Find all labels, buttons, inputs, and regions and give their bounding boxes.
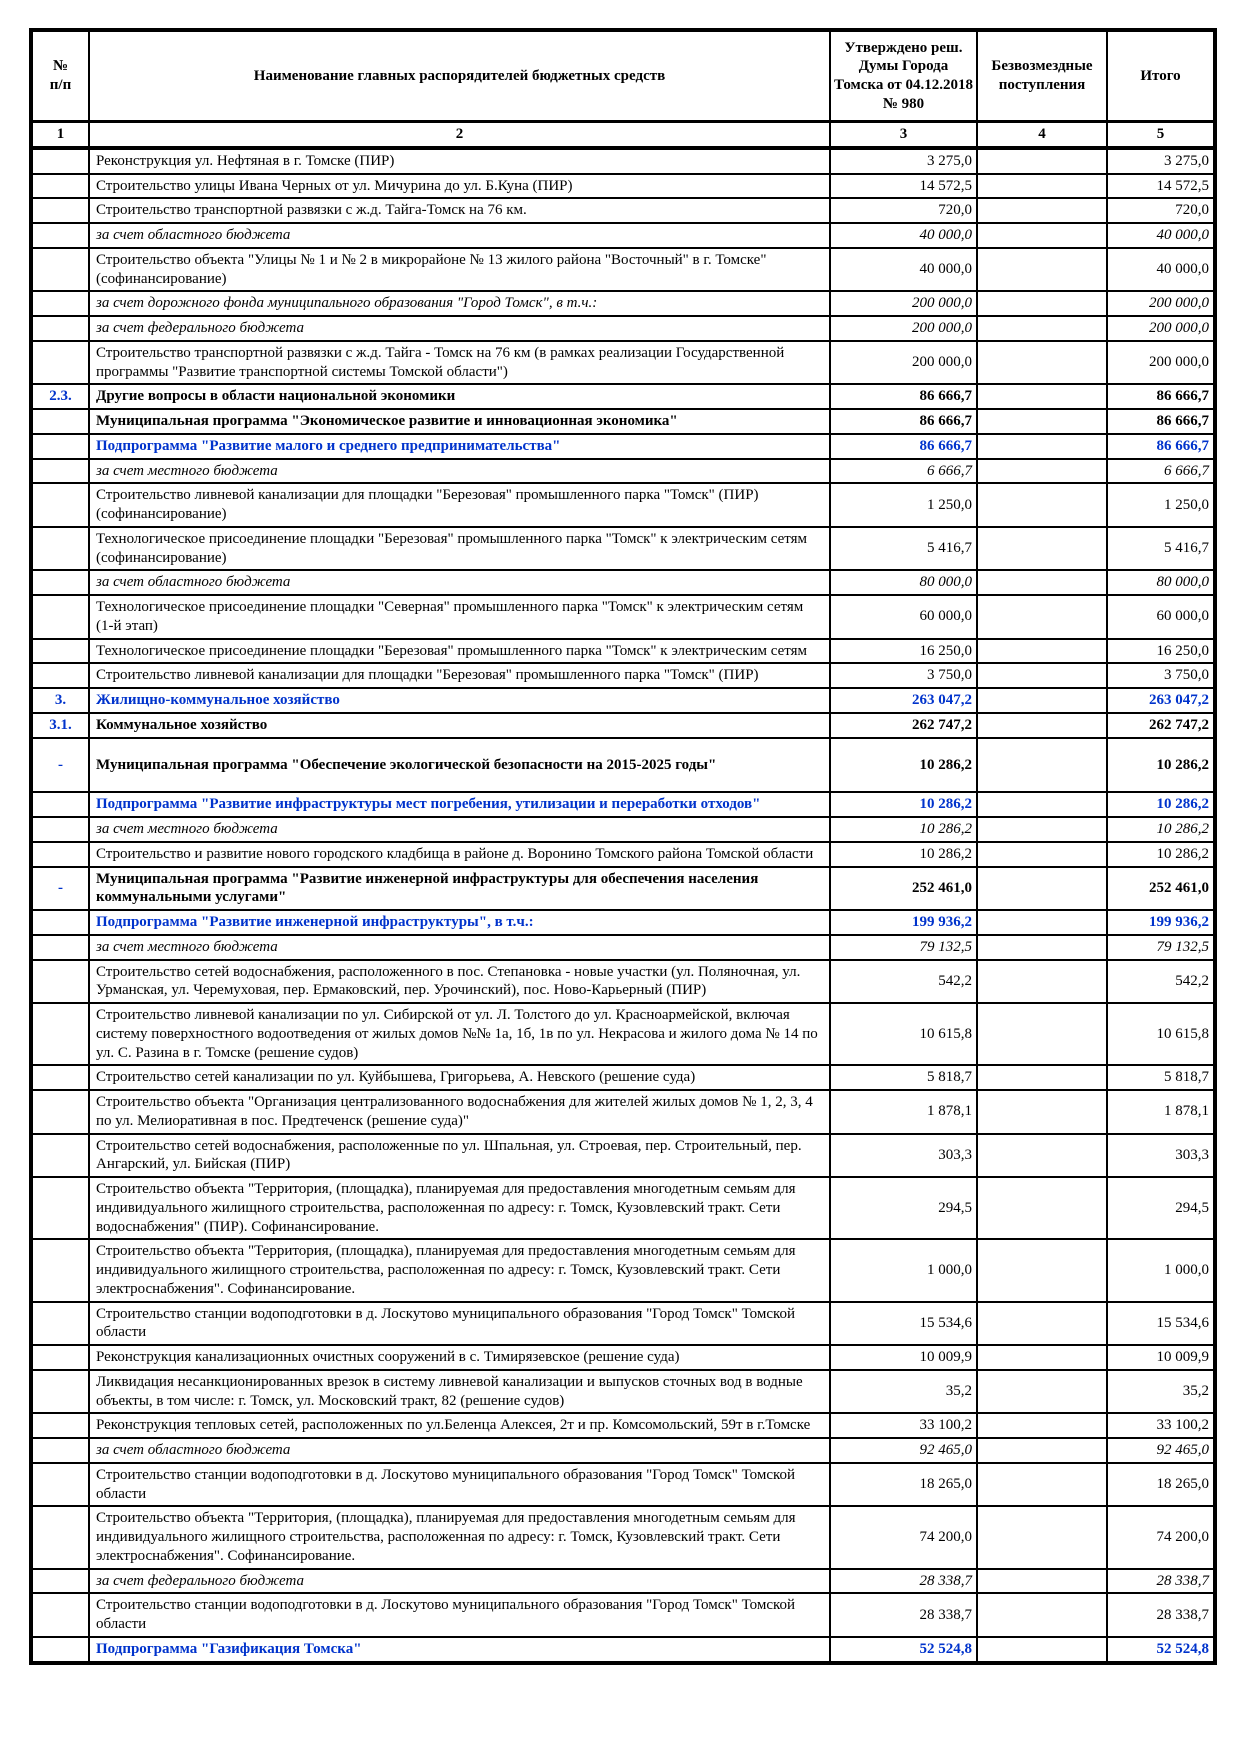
row-total: 10 009,9 — [1107, 1345, 1215, 1370]
row-gratuitous — [977, 341, 1107, 385]
row-approved: 80 000,0 — [830, 570, 977, 595]
row-name: за счет местного бюджета — [89, 817, 830, 842]
row-gratuitous — [977, 409, 1107, 434]
row-approved: 28 338,7 — [830, 1569, 977, 1594]
row-gratuitous — [977, 1239, 1107, 1301]
table-row — [31, 223, 1215, 248]
row-number — [31, 1134, 89, 1178]
row-number — [31, 483, 89, 527]
row-name: Муниципальная программа "Обеспечение экологической безопасности на 2015-2025 годы" — [89, 738, 830, 793]
row-total: 15 534,6 — [1107, 1302, 1215, 1346]
row-number — [31, 434, 89, 459]
row-number — [31, 960, 89, 1004]
row-name: Строительство объекта "Территория, (площадка), планируемая для предоставления многодетным семьям для индивидуального жилищного строительства, расположенная по адресу: г. Томск, Кузовлевский тракт. Сети водоснабжения" (ПИР). Софинансирование. — [89, 1177, 830, 1239]
row-name: Технологическое присоединение площадки "Северная" промышленного парка "Томск" к электрическим сетям (1-й этап) — [89, 595, 830, 639]
table-row — [31, 1413, 1215, 1438]
row-name: Жилищно-коммунальное хозяйство — [89, 688, 830, 713]
row-approved: 5 818,7 — [830, 1065, 977, 1090]
row-gratuitous — [977, 1413, 1107, 1438]
table-row — [31, 688, 1215, 713]
row-total: 10 286,2 — [1107, 842, 1215, 867]
row-gratuitous — [977, 867, 1107, 911]
row-gratuitous — [977, 738, 1107, 793]
row-gratuitous — [977, 1177, 1107, 1239]
table-row — [31, 459, 1215, 484]
column-number-5: 5 — [1107, 122, 1215, 148]
row-approved: 3 275,0 — [830, 148, 977, 174]
row-number — [31, 639, 89, 664]
row-approved: 199 936,2 — [830, 910, 977, 935]
row-number — [31, 1463, 89, 1507]
row-gratuitous — [977, 174, 1107, 199]
row-name: Муниципальная программа "Экономическое развитие и инновационная экономика" — [89, 409, 830, 434]
row-name: Строительство улицы Ивана Черных от ул. Мичурина до ул. Б.Куна (ПИР) — [89, 174, 830, 199]
row-number — [31, 1569, 89, 1594]
row-approved: 262 747,2 — [830, 713, 977, 738]
row-approved: 10 286,2 — [830, 792, 977, 817]
row-number: 2.3. — [31, 384, 89, 409]
row-name: Строительство ливневой канализации для площадки "Березовая" промышленного парка "Томск" (ПИР) (софинансирование) — [89, 483, 830, 527]
row-gratuitous — [977, 910, 1107, 935]
row-number — [31, 570, 89, 595]
row-gratuitous — [977, 316, 1107, 341]
row-approved: 40 000,0 — [830, 223, 977, 248]
table-body — [31, 148, 1215, 1663]
table-row — [31, 174, 1215, 199]
column-number-1: 1 — [31, 122, 89, 148]
table-row — [31, 842, 1215, 867]
row-number — [31, 341, 89, 385]
row-total: 92 465,0 — [1107, 1438, 1215, 1463]
col-header-num-line2: п/п — [49, 77, 72, 93]
table-row — [31, 817, 1215, 842]
table-row — [31, 1593, 1215, 1637]
table-row — [31, 663, 1215, 688]
row-name: Строительство объекта "Улицы № 1 и № 2 в микрорайоне № 13 жилого района "Восточный" в г. Томске" (софинансирование) — [89, 248, 830, 292]
row-name: Подпрограмма "Газификация Томска" — [89, 1637, 830, 1663]
row-gratuitous — [977, 1637, 1107, 1663]
row-total: 5 818,7 — [1107, 1065, 1215, 1090]
table-row — [31, 867, 1215, 911]
row-approved: 28 338,7 — [830, 1593, 977, 1637]
table-row — [31, 434, 1215, 459]
column-number-4: 4 — [977, 122, 1107, 148]
row-name: Технологическое присоединение площадки "Березовая" промышленного парка "Томск" к электрическим сетям (софинансирование) — [89, 527, 830, 571]
row-total: 6 666,7 — [1107, 459, 1215, 484]
col-header-total: Итого — [1107, 30, 1215, 122]
row-number — [31, 459, 89, 484]
row-total: 5 416,7 — [1107, 527, 1215, 571]
col-header-num-line1: № — [52, 58, 69, 75]
row-total: 14 572,5 — [1107, 174, 1215, 199]
row-approved: 14 572,5 — [830, 174, 977, 199]
row-total: 3 275,0 — [1107, 148, 1215, 174]
row-total: 200 000,0 — [1107, 291, 1215, 316]
row-name: Подпрограмма "Развитие малого и среднего предпринимательства" — [89, 434, 830, 459]
row-total: 720,0 — [1107, 198, 1215, 223]
row-name: Строительство и развитие нового городского кладбища в районе д. Воронино Томского района Томской области — [89, 842, 830, 867]
row-total: 52 524,8 — [1107, 1637, 1215, 1663]
row-name: Строительство станции водоподготовки в д. Лоскутово муниципального образования "Город Томск" Томской области — [89, 1463, 830, 1507]
row-total: 10 615,8 — [1107, 1003, 1215, 1065]
table-row — [31, 248, 1215, 292]
row-approved: 92 465,0 — [830, 1438, 977, 1463]
row-approved: 303,3 — [830, 1134, 977, 1178]
table-row — [31, 291, 1215, 316]
row-number — [31, 1413, 89, 1438]
row-approved: 200 000,0 — [830, 316, 977, 341]
row-total: 35,2 — [1107, 1370, 1215, 1414]
row-approved: 86 666,7 — [830, 434, 977, 459]
row-number — [31, 1177, 89, 1239]
row-total: 86 666,7 — [1107, 409, 1215, 434]
row-approved: 86 666,7 — [830, 384, 977, 409]
column-number-2: 2 — [89, 122, 830, 148]
row-total: 263 047,2 — [1107, 688, 1215, 713]
table-row — [31, 1438, 1215, 1463]
row-gratuitous — [977, 148, 1107, 174]
row-approved: 252 461,0 — [830, 867, 977, 911]
row-approved: 15 534,6 — [830, 1302, 977, 1346]
row-gratuitous — [977, 459, 1107, 484]
row-name: за счет федерального бюджета — [89, 1569, 830, 1594]
row-name: за счет областного бюджета — [89, 570, 830, 595]
row-total: 10 286,2 — [1107, 817, 1215, 842]
row-total: 60 000,0 — [1107, 595, 1215, 639]
table-row — [31, 483, 1215, 527]
table-row — [31, 1345, 1215, 1370]
table-row — [31, 935, 1215, 960]
row-name: Строительство сетей канализации по ул. Куйбышева, Григорьева, А. Невского (решение суда) — [89, 1065, 830, 1090]
column-number-3: 3 — [830, 122, 977, 148]
row-gratuitous — [977, 817, 1107, 842]
table-row — [31, 1569, 1215, 1594]
row-name: Строительство объекта "Территория, (площадка), планируемая для предоставления многодетным семьям для индивидуального жилищного строительства, расположенная по адресу: г. Томск, Кузовлевский тракт. Сети электроснабжения". Софинансирование. — [89, 1506, 830, 1568]
row-approved: 74 200,0 — [830, 1506, 977, 1568]
row-number — [31, 527, 89, 571]
row-name: Строительство транспортной развязки с ж.д. Тайга-Томск на 76 км. — [89, 198, 830, 223]
row-name: за счет местного бюджета — [89, 459, 830, 484]
row-number — [31, 409, 89, 434]
row-number — [31, 223, 89, 248]
row-number — [31, 1345, 89, 1370]
row-gratuitous — [977, 639, 1107, 664]
table-row — [31, 527, 1215, 571]
row-number — [31, 174, 89, 199]
row-approved: 10 009,9 — [830, 1345, 977, 1370]
row-approved: 10 286,2 — [830, 842, 977, 867]
col-header-gratuitous: Безвозмездные поступления — [977, 30, 1107, 122]
table-row — [31, 148, 1215, 174]
row-number: 3.1. — [31, 713, 89, 738]
table-row — [31, 639, 1215, 664]
row-number — [31, 1239, 89, 1301]
row-gratuitous — [977, 434, 1107, 459]
row-gratuitous — [977, 663, 1107, 688]
table-row — [31, 1637, 1215, 1663]
row-number — [31, 1302, 89, 1346]
row-gratuitous — [977, 1302, 1107, 1346]
row-approved: 40 000,0 — [830, 248, 977, 292]
table-row — [31, 341, 1215, 385]
row-gratuitous — [977, 483, 1107, 527]
row-approved: 6 666,7 — [830, 459, 977, 484]
row-name: Строительство транспортной развязки с ж.д. Тайга - Томск на 76 км (в рамках реализации Государственной программы "Развитие транспортной системы Томской области") — [89, 341, 830, 385]
row-number — [31, 198, 89, 223]
row-approved: 16 250,0 — [830, 639, 977, 664]
row-gratuitous — [977, 1003, 1107, 1065]
row-name: Строительство ливневой канализации по ул. Сибирской от ул. Л. Толстого до ул. Красноармейской, включая систему поверхностного водоотведения от жилых домов №№ 1а, 1б, 1в по ул. Некрасова и жилого дома № 14 по ул. С. Разина в г. Томске (решение судов) — [89, 1003, 830, 1065]
row-name: Реконструкция канализационных очистных сооружений в с. Тимирязевское (решение суда) — [89, 1345, 830, 1370]
row-name: Подпрограмма "Развитие инженерной инфраструктуры", в т.ч.: — [89, 910, 830, 935]
row-number: - — [31, 867, 89, 911]
row-total: 1 250,0 — [1107, 483, 1215, 527]
col-header-num — [31, 30, 89, 122]
row-number — [31, 910, 89, 935]
row-name: за счет местного бюджета — [89, 935, 830, 960]
row-approved: 1 878,1 — [830, 1090, 977, 1134]
row-approved: 294,5 — [830, 1177, 977, 1239]
row-total: 18 265,0 — [1107, 1463, 1215, 1507]
table-row — [31, 595, 1215, 639]
row-name: Ликвидация несанкционированных врезок в систему ливневой канализации и выпусков сточных вод в водные объекты, в том числе: г. Томск, ул. Московский тракт, 82 (решение судов) — [89, 1370, 830, 1414]
row-gratuitous — [977, 1438, 1107, 1463]
row-approved: 60 000,0 — [830, 595, 977, 639]
row-gratuitous — [977, 384, 1107, 409]
row-gratuitous — [977, 1065, 1107, 1090]
row-total: 28 338,7 — [1107, 1593, 1215, 1637]
row-approved: 3 750,0 — [830, 663, 977, 688]
row-name: Строительство сетей водоснабжения, расположенного в пос. Степановка - новые участки (ул. Поляночная, ул. Урманская, ул. Черемуховая, пер. Ермаковский, пер. Урочинский), пос. Ново-Карьерный (ПИР) — [89, 960, 830, 1004]
row-total: 200 000,0 — [1107, 341, 1215, 385]
row-name: Коммунальное хозяйство — [89, 713, 830, 738]
row-approved: 35,2 — [830, 1370, 977, 1414]
row-total: 10 286,2 — [1107, 738, 1215, 793]
row-total: 28 338,7 — [1107, 1569, 1215, 1594]
table-row — [31, 198, 1215, 223]
row-name: Строительство станции водоподготовки в д. Лоскутово муниципального образования "Город Томск" Томской области — [89, 1593, 830, 1637]
row-number — [31, 595, 89, 639]
row-total: 40 000,0 — [1107, 223, 1215, 248]
row-total: 3 750,0 — [1107, 663, 1215, 688]
row-gratuitous — [977, 688, 1107, 713]
row-gratuitous — [977, 1463, 1107, 1507]
row-approved: 86 666,7 — [830, 409, 977, 434]
table-row — [31, 1239, 1215, 1301]
row-name: Строительство объекта "Организация централизованного водоснабжения для жителей жилых домов № 1, 2, 3, 4 по ул. Мелиоративная в пос. Предтеченск (решение суда)" — [89, 1090, 830, 1134]
row-number — [31, 291, 89, 316]
row-name: Строительство объекта "Территория, (площадка), планируемая для предоставления многодетным семьям для индивидуального жилищного строительства, расположенная по адресу: г. Томск, Кузовлевский тракт. Сети электроснабжения". Софинансирование. — [89, 1239, 830, 1301]
row-number — [31, 792, 89, 817]
row-number — [31, 248, 89, 292]
row-total: 33 100,2 — [1107, 1413, 1215, 1438]
row-total: 10 286,2 — [1107, 792, 1215, 817]
table-row — [31, 1090, 1215, 1134]
row-total: 86 666,7 — [1107, 384, 1215, 409]
table-row — [31, 570, 1215, 595]
row-number — [31, 817, 89, 842]
row-gratuitous — [977, 570, 1107, 595]
table-row — [31, 738, 1215, 793]
row-gratuitous — [977, 1593, 1107, 1637]
row-approved: 263 047,2 — [830, 688, 977, 713]
row-number — [31, 1637, 89, 1663]
row-total: 262 747,2 — [1107, 713, 1215, 738]
row-total: 1 878,1 — [1107, 1090, 1215, 1134]
row-number — [31, 1090, 89, 1134]
row-number — [31, 1370, 89, 1414]
table-row — [31, 960, 1215, 1004]
row-name: за счет дорожного фонда муниципального образования "Город Томск", в т.ч.: — [89, 291, 830, 316]
table-row — [31, 713, 1215, 738]
row-number — [31, 663, 89, 688]
row-gratuitous — [977, 935, 1107, 960]
row-name: Строительство ливневой канализации для площадки "Березовая" промышленного парка "Томск" (ПИР) — [89, 663, 830, 688]
row-total: 303,3 — [1107, 1134, 1215, 1178]
table-row — [31, 1134, 1215, 1178]
row-total: 542,2 — [1107, 960, 1215, 1004]
row-approved: 5 416,7 — [830, 527, 977, 571]
table-row — [31, 384, 1215, 409]
row-approved: 10 286,2 — [830, 817, 977, 842]
row-total: 80 000,0 — [1107, 570, 1215, 595]
row-approved: 542,2 — [830, 960, 977, 1004]
row-number — [31, 1506, 89, 1568]
row-approved: 10 615,8 — [830, 1003, 977, 1065]
table-row — [31, 1065, 1215, 1090]
table-row — [31, 1370, 1215, 1414]
row-approved: 1 250,0 — [830, 483, 977, 527]
row-approved: 18 265,0 — [830, 1463, 977, 1507]
row-total: 252 461,0 — [1107, 867, 1215, 911]
row-number — [31, 148, 89, 174]
row-gratuitous — [977, 1506, 1107, 1568]
row-gratuitous — [977, 223, 1107, 248]
row-name: Подпрограмма "Развитие инфраструктуры мест погребения, утилизации и переработки отходов" — [89, 792, 830, 817]
row-gratuitous — [977, 595, 1107, 639]
row-gratuitous — [977, 1090, 1107, 1134]
row-total: 40 000,0 — [1107, 248, 1215, 292]
row-approved: 720,0 — [830, 198, 977, 223]
row-gratuitous — [977, 960, 1107, 1004]
row-total: 199 936,2 — [1107, 910, 1215, 935]
table-row — [31, 1506, 1215, 1568]
row-total: 79 132,5 — [1107, 935, 1215, 960]
row-name: за счет областного бюджета — [89, 223, 830, 248]
row-gratuitous — [977, 842, 1107, 867]
row-gratuitous — [977, 198, 1107, 223]
row-approved: 1 000,0 — [830, 1239, 977, 1301]
row-gratuitous — [977, 713, 1107, 738]
row-gratuitous — [977, 291, 1107, 316]
col-header-name: Наименование главных распорядителей бюджетных средств — [89, 30, 830, 122]
row-name: Строительство сетей водоснабжения, расположенные по ул. Шпальная, ул. Строевая, пер. Строительный, пер. Ангарский, ул. Бийская (ПИР) — [89, 1134, 830, 1178]
row-approved: 79 132,5 — [830, 935, 977, 960]
row-total: 294,5 — [1107, 1177, 1215, 1239]
row-gratuitous — [977, 1134, 1107, 1178]
row-total: 1 000,0 — [1107, 1239, 1215, 1301]
budget-table — [29, 28, 1217, 1665]
header-row — [31, 30, 1215, 122]
row-total: 200 000,0 — [1107, 316, 1215, 341]
table-row — [31, 792, 1215, 817]
row-name: Реконструкция тепловых сетей, расположенных по ул.Беленца Алексея, 2т и пр. Комсомольский, 59т в г.Томске — [89, 1413, 830, 1438]
col-header-approved: Утверждено реш. Думы Города Томска от 04.12.2018 № 980 — [830, 30, 977, 122]
row-number — [31, 1003, 89, 1065]
row-approved: 200 000,0 — [830, 291, 977, 316]
row-name: Реконструкция ул. Нефтяная в г. Томске (ПИР) — [89, 148, 830, 174]
row-name: Другие вопросы в области национальной экономики — [89, 384, 830, 409]
table-row — [31, 1463, 1215, 1507]
row-approved: 10 286,2 — [830, 738, 977, 793]
table-row — [31, 1177, 1215, 1239]
table-header — [31, 30, 1215, 148]
row-approved: 33 100,2 — [830, 1413, 977, 1438]
column-numbers-row — [31, 122, 1215, 148]
table-row — [31, 1302, 1215, 1346]
row-total: 16 250,0 — [1107, 639, 1215, 664]
row-gratuitous — [977, 1370, 1107, 1414]
row-number — [31, 1065, 89, 1090]
row-gratuitous — [977, 792, 1107, 817]
row-gratuitous — [977, 1569, 1107, 1594]
row-number — [31, 1438, 89, 1463]
row-name: за счет федерального бюджета — [89, 316, 830, 341]
row-name: Технологическое присоединение площадки "Березовая" промышленного парка "Томск" к электрическим сетям — [89, 639, 830, 664]
row-number: - — [31, 738, 89, 793]
row-number — [31, 842, 89, 867]
row-name: Муниципальная программа "Развитие инженерной инфраструктуры для обеспечения населения коммунальными услугами" — [89, 867, 830, 911]
row-gratuitous — [977, 1345, 1107, 1370]
row-gratuitous — [977, 248, 1107, 292]
row-number — [31, 316, 89, 341]
row-number — [31, 935, 89, 960]
row-name: за счет областного бюджета — [89, 1438, 830, 1463]
table-row — [31, 316, 1215, 341]
row-number — [31, 1593, 89, 1637]
table-row — [31, 1003, 1215, 1065]
table-row — [31, 910, 1215, 935]
row-total: 86 666,7 — [1107, 434, 1215, 459]
row-total: 74 200,0 — [1107, 1506, 1215, 1568]
row-approved: 200 000,0 — [830, 341, 977, 385]
row-name: Строительство станции водоподготовки в д. Лоскутово муниципального образования "Город Томск" Томской области — [89, 1302, 830, 1346]
table-row — [31, 409, 1215, 434]
row-gratuitous — [977, 527, 1107, 571]
row-approved: 52 524,8 — [830, 1637, 977, 1663]
row-number: 3. — [31, 688, 89, 713]
